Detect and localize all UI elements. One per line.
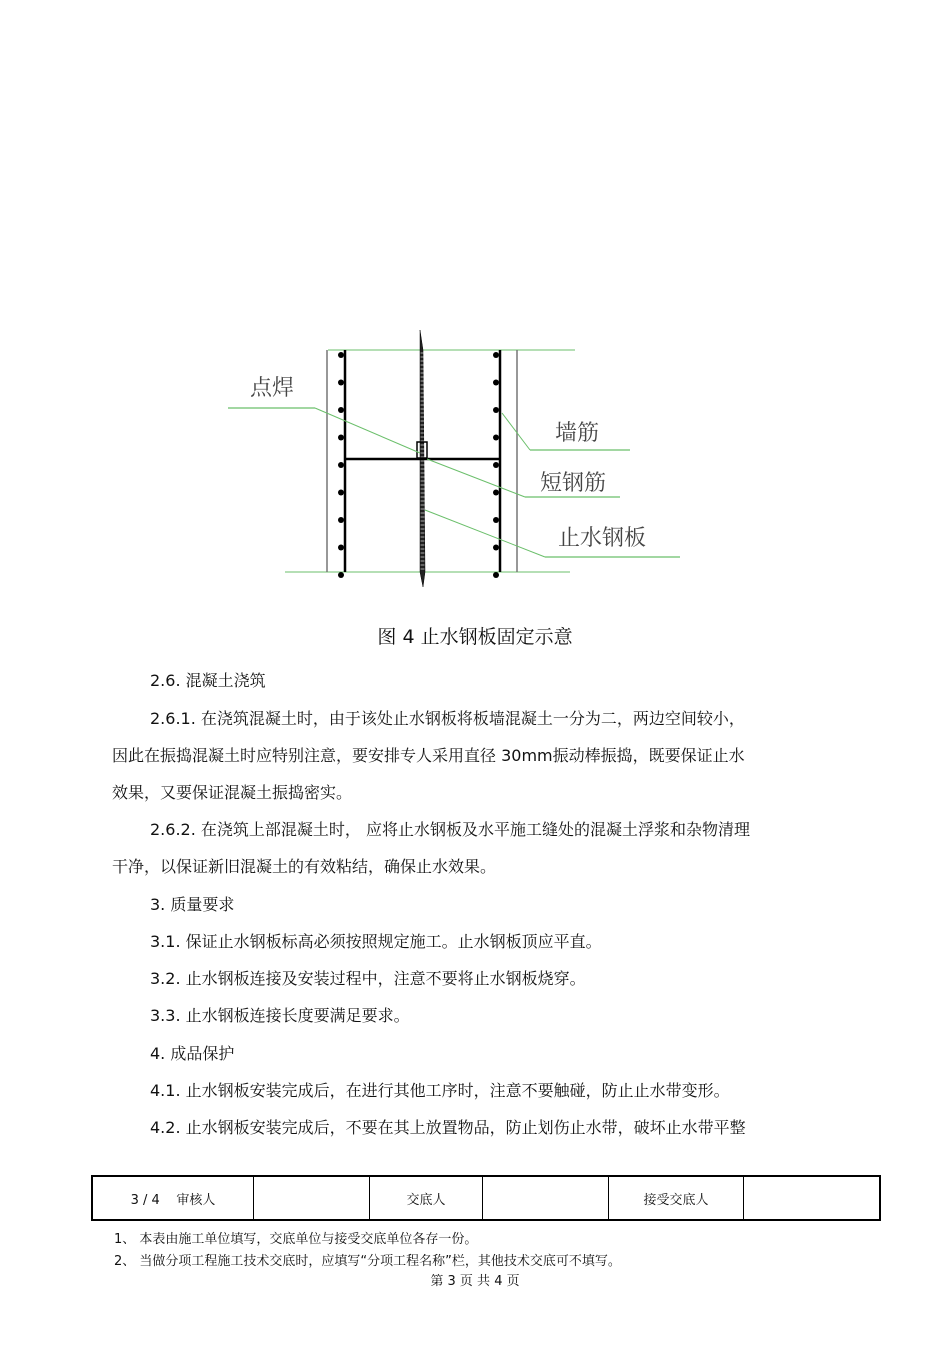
section-3-heading: 3. 质量要求 <box>150 895 235 914</box>
left-rebar-dot <box>338 572 344 578</box>
label-short-rebar: 短钢筋 <box>540 471 607 496</box>
footnote-1: 1、 本表由施工单位填写，交底单位与接受交底单位各存一份。 <box>114 1232 478 1247</box>
waterstop-fixing-diagram <box>220 325 700 590</box>
wall-rebar-leader <box>502 413 530 450</box>
discloser-value-cell[interactable] <box>483 1176 609 1220</box>
left-rebar-dot <box>338 352 344 358</box>
paragraph-2-6-1-line-3: 效果，又要保证混凝土振捣密实。 <box>112 783 353 802</box>
left-rebar-dot <box>338 545 344 551</box>
signature-table <box>91 1175 881 1221</box>
section-4-heading: 4. 成品保护 <box>150 1044 235 1063</box>
page-and-reviewer-label-cell <box>92 1176 254 1220</box>
discloser-label: 交底人 <box>370 1176 483 1220</box>
right-rebar-dot <box>493 435 499 441</box>
item-3-3: 3.3. 止水钢板连接长度要满足要求。 <box>150 1006 410 1025</box>
left-rebar-dot <box>338 380 344 386</box>
left-rebar-dot <box>338 490 344 496</box>
label-waterstop-plate: 止水钢板 <box>558 526 647 551</box>
figure-caption: 图 4 止水钢板固定示意 <box>377 626 573 648</box>
item-3-2: 3.2. 止水钢板连接及安装过程中，注意不要将止水钢板烧穿。 <box>150 969 586 988</box>
left-rebar-dot <box>338 462 344 468</box>
reviewer-label: 审核人 <box>176 1192 216 1208</box>
right-rebar-dot <box>493 572 499 578</box>
rebar-dots <box>338 352 499 578</box>
page-number: 第 3 页 共 4 页 <box>430 1274 520 1289</box>
item-4-2: 4.2. 止水钢板安装完成后，不要在其上放置物品，防止划伤止水带，破坏止水带平整 <box>150 1118 746 1137</box>
right-rebar-dot <box>493 545 499 551</box>
right-rebar-dot <box>493 407 499 413</box>
item-4-1: 4.1. 止水钢板安装完成后，在进行其他工序时，注意不要触碰，防止止水带变形。 <box>150 1081 730 1100</box>
paragraph-2-6-2-line-2: 干净，以保证新旧混凝土的有效粘结，确保止水效果。 <box>112 857 497 876</box>
reviewer-value-cell[interactable] <box>254 1176 370 1220</box>
right-rebar-dot <box>493 380 499 386</box>
left-rebar-dot <box>338 407 344 413</box>
item-3-1: 3.1. 保证止水钢板标高必须按照规定施工。止水钢板顶应平直。 <box>150 932 602 951</box>
section-2-6-heading: 2.6. 混凝土浇筑 <box>150 671 266 690</box>
right-rebar-dot <box>493 462 499 468</box>
right-rebar-dot <box>493 490 499 496</box>
left-rebar-dot <box>338 435 344 441</box>
paragraph-2-6-1-line-1: 2.6.1. 在浇筑混凝土时，由于该处止水钢板将板墙混凝土一分为二，两边空间较小， <box>150 709 745 728</box>
spot-weld-leader <box>315 408 420 453</box>
receiver-value-cell[interactable] <box>744 1176 881 1220</box>
page-fraction: 3 / 4 <box>130 1192 160 1208</box>
footnote-2: 2、 当做分项工程施工技术交底时，应填写“分项工程名称”栏，其他技术交底可不填写。 <box>114 1254 621 1269</box>
left-rebar-dot <box>338 517 344 523</box>
receiver-label: 接受交底人 <box>609 1176 744 1220</box>
right-rebar-dot <box>493 517 499 523</box>
label-spot-weld: 点焊 <box>250 376 295 401</box>
waterstop-leader <box>425 510 545 557</box>
short-rebar-leader <box>427 459 525 497</box>
paragraph-2-6-1-line-2: 因此在振捣混凝土时应特别注意，要安排专人采用直径 30mm振动棒振捣，既要保证止水 <box>112 746 745 765</box>
paragraph-2-6-2-line-1: 2.6.2. 在浇筑上部混凝土时， 应将止水钢板及水平施工缝处的混凝土浮浆和杂物清理 <box>150 820 750 839</box>
right-rebar-dot <box>493 352 499 358</box>
label-wall-rebar: 墙筋 <box>555 421 600 446</box>
